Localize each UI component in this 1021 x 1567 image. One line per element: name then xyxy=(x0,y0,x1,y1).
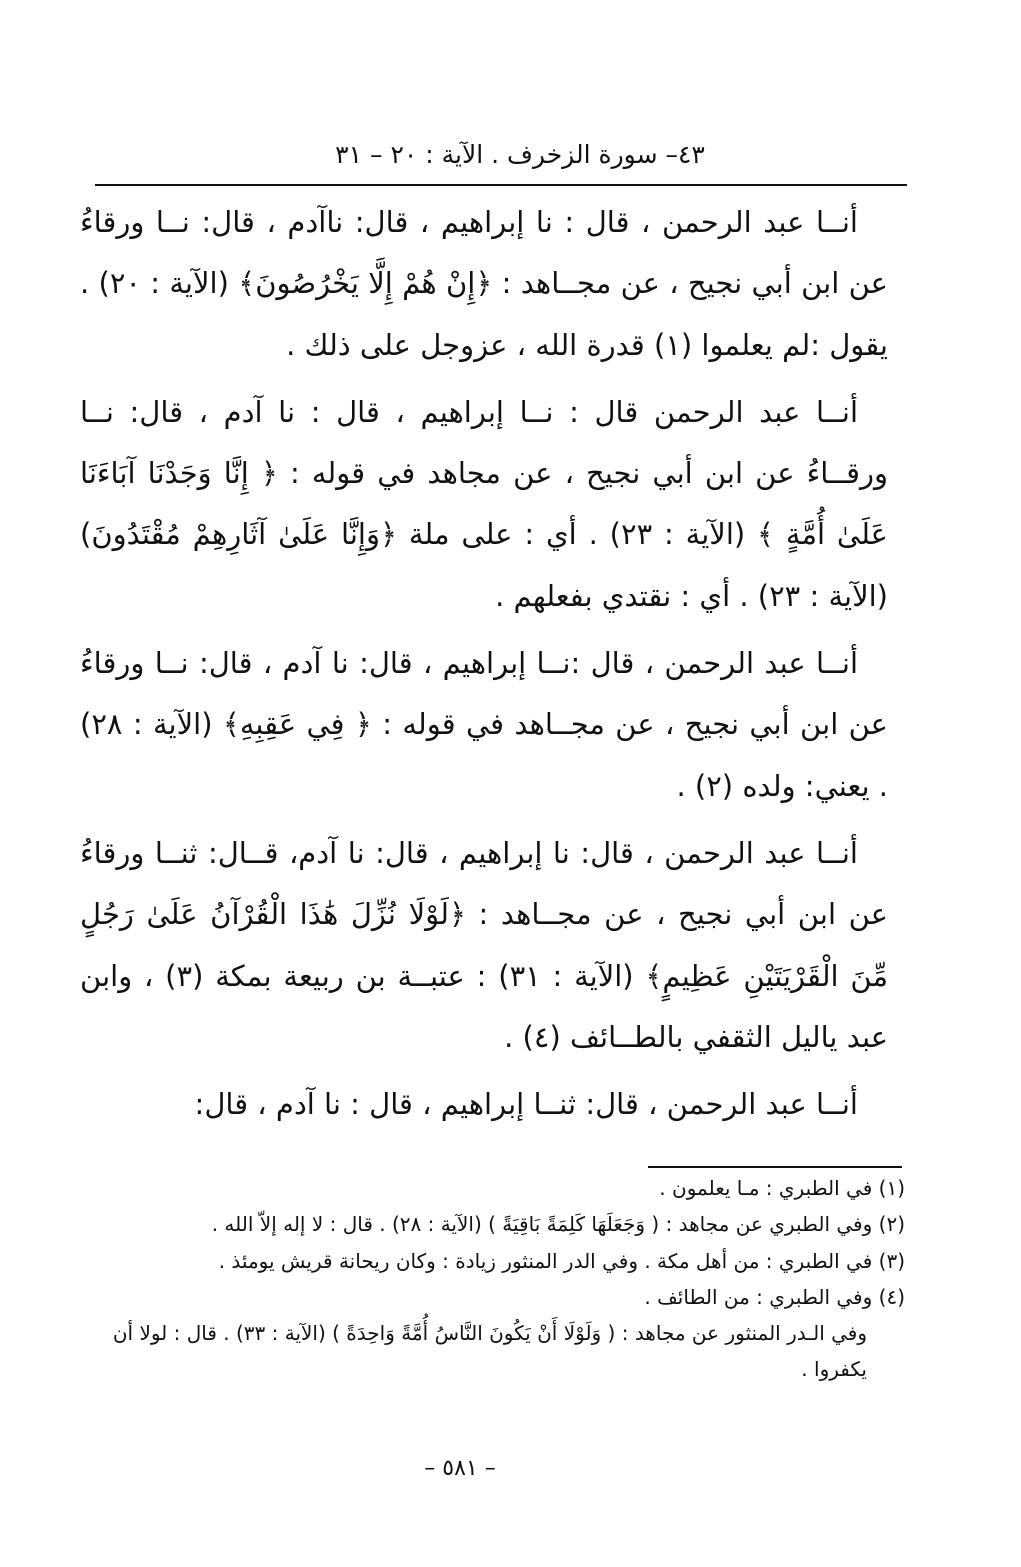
paragraph: أنــا عبد الرحمن ، قال :نــا إبراهيم ، قال: نا آدم ، قال: نــا ورقاءُ عن ابن أبي نجيح ، عن مجــاهد في قوله : ﴿ فِي عَقِبِهِ﴾ (الآية : ٢٨) . يعني: ولده (٢) . xyxy=(80,646,888,803)
running-head: ٤٣– سورة الزخرف . الآية : ٢٠ – ٣١ xyxy=(335,140,705,169)
footnotes xyxy=(90,1170,905,1388)
footnote-2: (٢) وفي الطبري عن مجاهد : ( وَجَعَلَهَا كَلِمَةً بَاقِيَةً ) (الآية : ٢٨) . قال : لا إله إلاّ الله . xyxy=(211,1212,905,1237)
header-rule xyxy=(95,184,907,186)
footnote-1: (١) في الطبري : مـا يعلمون . xyxy=(659,1176,905,1200)
footnote-rule xyxy=(648,1166,902,1168)
main-text xyxy=(80,192,888,1141)
footnote-4-continuation: وفي الـدر المنثور عن مجاهد : ( وَلَوْلَا أَنْ يَكُونَ النَّاسُ أُمَّةً وَاحِدَةً ) (الآية : ٣٣) . قال : لولا أن يكفروا . xyxy=(112,1321,867,1382)
paragraph: أنــا عبد الرحمن ، قال: ثنــا إبراهيم ، قال : نا آدم ، قال: xyxy=(194,1087,858,1122)
page-number: – ٥٨١ – xyxy=(424,1456,496,1481)
paragraph: أنــا عبد الرحمن ، قال: نا إبراهيم ، قال: نا آدم، قــال: ثنــا ورقاءُ عن ابن أبي نجيح ، عن مجــاهد : ﴿لَوْلَا نُزِّلَ هَٰذَا الْقُرْآنُ عَلَىٰ رَجُلٍ مِّنَ الْقَرْيَتَيْنِ عَظِيمٍ﴾ (الآية : ٣١) : عتبــة بن ربيعة بمكة (٣) ، وابن عبد ياليل الثقفي بالطــائف (٤) . xyxy=(80,835,888,1054)
paragraph: أنــا عبد الرحمن ، قال : نا إبراهيم ، قال: ناآدم ، قال: نــا ورقاءُ عن ابن أبي نجيح ، عن مجــاهد : ﴿إِنْ هُمْ إِلَّا يَخْرُصُونَ﴾ (الآية : ٢٠) . يقول :لم يعلموا (١) قدرة الله ، عزوجل على ذلك . xyxy=(80,205,888,362)
paragraph: أنــا عبد الرحمن قال : نــا إبراهيم ، قال : نا آدم ، قال: نــا ورقــاءُ عن ابن أبي نجيح ، عن مجاهد في قوله : ﴿ إِنَّا وَجَدْنَا آبَاءَنَا عَلَىٰ أُمَّةٍ ﴾ (الآية : ٢٣) . أي : على ملة ﴿وَإِنَّا عَلَىٰ آثَارِهِمْ مُقْتَدُونَ) (الآية : ٢٣) . أي : نقتدي بفعلهم . xyxy=(80,394,888,613)
footnote-4: (٤) وفي الطبري : من الطائف . xyxy=(644,1284,905,1309)
footnote-3: (٣) في الطبري : من أهل مكة . وفي الدر المنثور زيادة : وكان ريحانة قريش يومئذ . xyxy=(218,1248,905,1273)
